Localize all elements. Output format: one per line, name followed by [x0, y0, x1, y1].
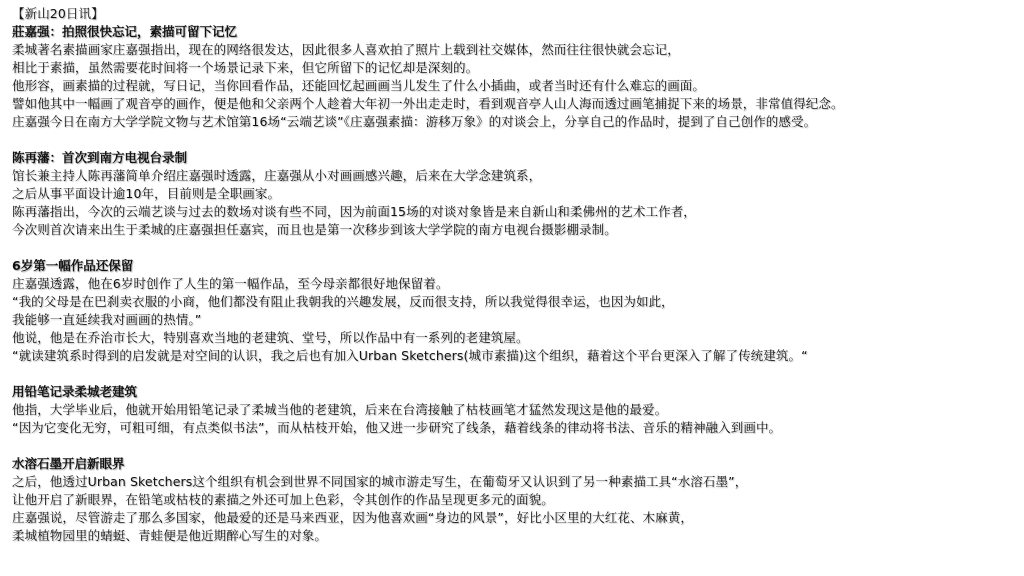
section-pencil-buildings	[12, 383, 1018, 437]
section-tv-recording	[12, 149, 1018, 239]
paragraph-line: 庄嘉强今日在南方大学学院文物与艺术馆第16场“云端艺谈”《庄嘉强素描：游移万象》的对谈会上，分享自己的作品时，提到了自己创作的感受。	[12, 114, 817, 129]
paragraph-line: 让他开启了新眼界，在铅笔或枯枝的素描之外还可加上色彩，令其创作的作品呈现更多元的面貌。	[12, 492, 554, 507]
dateline: 【新山20日讯】	[12, 6, 104, 21]
paragraph-line: 庄嘉强说，尽管游走了那么多国家，他最爱的还是马来西亚，因为他喜欢画“身边的风景”，好比小区里的大红花、木麻黄，	[12, 510, 693, 525]
section-first-artwork	[12, 257, 1018, 365]
paragraph-line: 陈再藩指出，今次的云端艺谈与过去的数场对谈有些不同，因为前面15场的对谈对象皆是来自新山和柔佛州的艺术工作者，	[12, 204, 696, 219]
paragraph-line: 他说，他是在乔治市长大，特别喜欢当地的老建筑、堂号，所以作品中有一系列的老建筑屋。	[12, 330, 529, 345]
section-watercolor-graphite	[12, 455, 1018, 545]
paragraph-line: “我的父母是在巴刹卖衣服的小商，他们都没有阻止我朝我的兴趣发展，反而很支持，所以我觉得很幸运，也因为如此，	[12, 294, 674, 309]
paragraph-line: 柔城植物园里的蜻蜓、青蛙便是他近期醉心写生的对象。	[12, 528, 328, 543]
paragraph-line: 庄嘉强透露，他在6岁时创作了人生的第一幅作品，至今母亲都很好地保留着。	[12, 276, 449, 291]
section-heading: 陈再藩：首次到南方电视台录制	[12, 150, 188, 165]
paragraph-line: 今次则首次请来出生于柔城的庄嘉强担任嘉宾，而且也是第一次移步到该大学学院的南方电视台摄影棚录制。	[12, 222, 617, 237]
paragraph-line: “因为它变化无穷，可粗可细，有点类似书法”，而从枯枝开始，他又进一步研究了线条，藉着线条的律动将书法、音乐的精神融入到画中。	[12, 420, 782, 435]
paragraph-line: 相比于素描，虽然需要花时间将一个场景记录下来，但它所留下的记忆却是深刻的。	[12, 60, 479, 75]
section-heading: 莊嘉强：拍照很快忘记，素描可留下记忆	[12, 24, 238, 39]
paragraph-line: 譬如他其中一幅画了观音亭的画作，便是他和父亲两个人趁着大年初一外出走走时，看到观音亭人山人海而透过画笔捕捉下来的场景，非常值得纪念。	[12, 96, 844, 111]
paragraph-line: 之后从事平面设计逾10年，目前则是全职画家。	[12, 186, 281, 201]
paragraph-line: 他形容，画素描的过程就，写日记，当你回看作品，还能回忆起画画当儿发生了什么小插曲，或者当时还有什么难忘的画面。	[12, 78, 706, 93]
article	[12, 5, 1018, 545]
paragraph-line: 我能够一直延续我对画画的热情。”	[12, 312, 202, 327]
paragraph-line: 他指，大学毕业后，他就开始用铅笔记录了柔城当他的老建筑，后来在台湾接触了枯枝画笔才猛然发现这是他的最爱。	[12, 402, 668, 417]
paragraph-line: “就读建筑系时得到的启发就是对空间的认识，我之后也有加入Urban Sketchers(城市素描)这个组织，藉着这个平台更深入了解了传统建筑。“	[12, 348, 808, 363]
section-heading: 6岁第一幅作品还保留	[12, 258, 134, 273]
section-heading: 水溶石墨开启新眼界	[12, 456, 125, 471]
paragraph-line: 柔城著名素描画家庄嘉强指出，现在的网络很发达，因此很多人喜欢拍了照片上载到社交媒体，然而往往很快就会忘记，	[12, 42, 680, 57]
section-sketching-memory	[12, 23, 1018, 131]
paragraph-line: 馆长兼主持人陈再藩简单介绍庄嘉强时透露，庄嘉强从小对画画感兴趣，后来在大学念建筑系，	[12, 168, 542, 183]
section-heading: 用铅笔记录柔城老建筑	[12, 384, 138, 399]
paragraph-line: 之后，他透过Urban Sketchers这个组织有机会到世界不同国家的城市游走写生，在葡萄牙又认识到了另一种素描工具“水溶石墨”，	[12, 474, 748, 489]
